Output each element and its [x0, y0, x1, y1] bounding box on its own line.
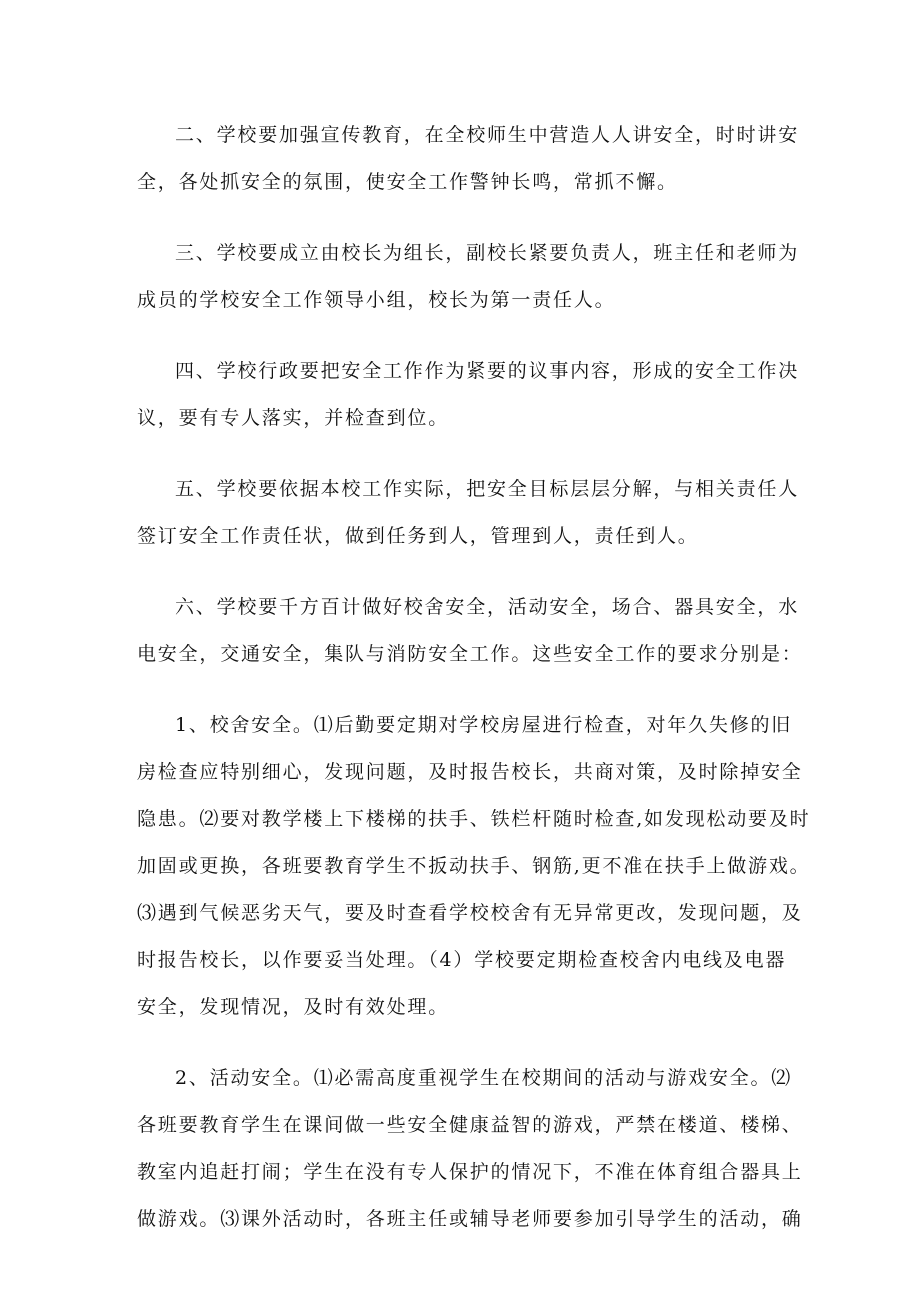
text-line: 全，各处抓安全的氛围，使安全工作警钟长鸣，常抓不懈。	[137, 171, 678, 193]
text-line: 三、学校要成立由校长为组长，副校长紧要负责人，班主任和老师为	[175, 242, 800, 264]
text-line: 安全，发现情况，及时有效处理。	[137, 996, 450, 1018]
text-line: 加固或更换，各班要教育学生不扳动扶手、钢筋,更不准在扶手上做游戏。	[137, 855, 811, 877]
document-body	[137, 112, 811, 1267]
text-line: 1、校舍安全。⑴后勤要定期对学校房屋进行检查，对年久失修的旧	[175, 714, 793, 736]
text-line: 议，要有专人落实，并检查到位。	[137, 407, 450, 429]
text-line: 签订安全工作责任状，做到任务到人，管理到人，责任到人。	[137, 525, 699, 547]
text-line: 教室内追赶打闹；学生在没有专人保护的情况下，不准在体育组合器具上	[137, 1161, 803, 1183]
paragraph	[137, 230, 800, 324]
text-line: 电安全，交通安全，集队与消防安全工作。这些安全工作的要求分别是：	[137, 643, 803, 665]
text-line: 六、学校要千方百计做好校舍安全，活动安全，场合、器具安全，水	[175, 596, 800, 618]
paragraph	[137, 112, 800, 206]
text-line: 时报告校长，以作要妥当处理。（4）学校要定期检查校舍内电线及电器	[137, 949, 787, 971]
text-line: 房检查应特别细心，发现问题，及时报告校长，共商对策，及时除掉安全	[137, 761, 803, 783]
paragraph	[137, 1055, 803, 1243]
text-line: 四、学校行政要把安全工作作为紧要的议事内容，形成的安全工作决	[175, 360, 800, 382]
text-line: 做游戏。⑶课外活动时，各班主任或辅导老师要参加引导学生的活动，确	[137, 1208, 803, 1230]
paragraph	[137, 702, 811, 1031]
text-line: 各班要教育学生在课间做一些安全健康益智的游戏，严禁在楼道、楼梯、	[137, 1114, 803, 1136]
text-line: 二、学校要加强宣传教育，在全校师生中营造人人讲安全，时时讲安	[175, 124, 800, 146]
paragraph	[137, 466, 800, 560]
paragraph	[137, 348, 800, 442]
text-line: 隐患。⑵要对教学楼上下楼梯的扶手、铁栏杆随时检查,如发现松动要及时	[137, 808, 811, 830]
text-line: 2、活动安全。⑴必需高度重视学生在校期间的活动与游戏安全。⑵	[175, 1067, 793, 1089]
text-line: ⑶遇到气候恶劣天气，要及时查看学校校舍有无异常更改，发现问题，及	[137, 902, 803, 924]
text-line: 五、学校要依据本校工作实际，把安全目标层层分解，与相关责任人	[175, 478, 800, 500]
paragraph	[137, 584, 803, 678]
text-line: 成员的学校安全工作领导小组，校长为第一责任人。	[137, 289, 616, 311]
